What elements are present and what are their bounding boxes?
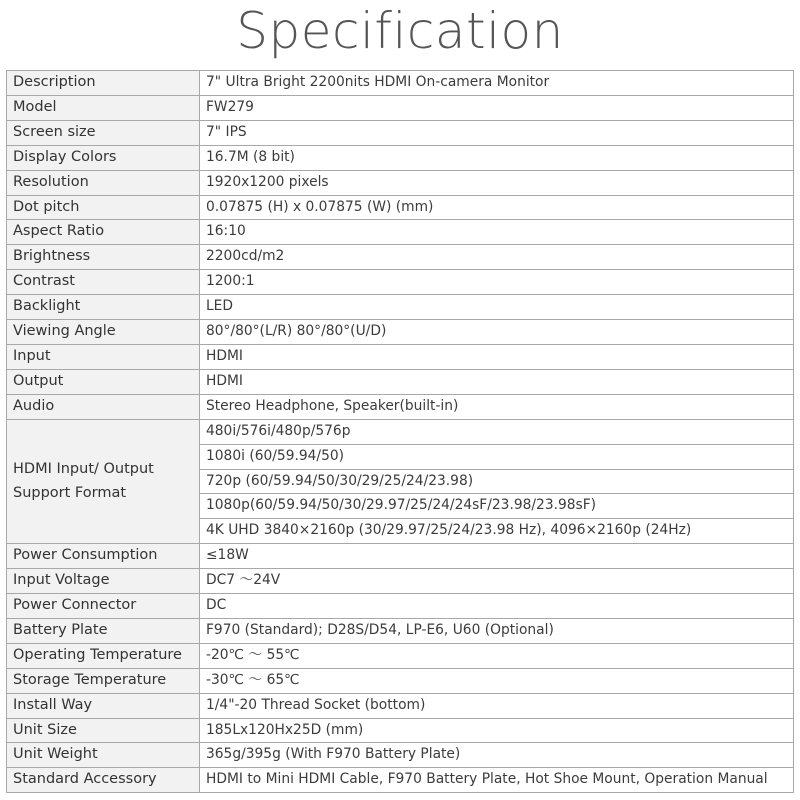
spec-row-operating-temperature	[7, 643, 794, 668]
spec-value: HDMI to Mini HDMI Cable, F970 Battery Plate, Hot Shoe Mount, Operation Manual	[200, 768, 794, 793]
spec-value: -30℃ ～ 65℃	[200, 668, 794, 693]
spec-label: Standard Accessory	[7, 768, 200, 793]
spec-label-line: Support Format	[13, 485, 127, 502]
spec-label: Power Consumption	[7, 544, 200, 569]
spec-row-unit-size	[7, 718, 794, 743]
spec-value: 1080p(60/59.94/50/30/29.97/25/24/24sF/23.98/23.98sF)	[200, 494, 794, 519]
spec-label: Display Colors	[7, 145, 200, 170]
spec-row-aspect-ratio	[7, 220, 794, 245]
spec-row-model	[7, 95, 794, 120]
spec-label: Input Voltage	[7, 569, 200, 594]
spec-label: Resolution	[7, 170, 200, 195]
spec-label: Install Way	[7, 693, 200, 718]
spec-row-contrast	[7, 270, 794, 295]
spec-row-display-colors	[7, 145, 794, 170]
spec-row-storage-temperature	[7, 668, 794, 693]
spec-value: -20℃ ～ 55℃	[200, 643, 794, 668]
spec-row-power-consumption	[7, 544, 794, 569]
spec-label: Brightness	[7, 245, 200, 270]
spec-row-standard-accessory	[7, 768, 794, 793]
spec-row-audio	[7, 394, 794, 419]
spec-value: LED	[200, 295, 794, 320]
spec-label: Dot pitch	[7, 195, 200, 220]
spec-row-unit-weight	[7, 743, 794, 768]
spec-value: 16.7M (8 bit)	[200, 145, 794, 170]
spec-value: HDMI	[200, 369, 794, 394]
spec-label: Screen size	[7, 120, 200, 145]
spec-row-output	[7, 369, 794, 394]
spec-value: 1080i (60/59.94/50)	[200, 444, 794, 469]
spec-value: 1/4"-20 Thread Socket (bottom)	[200, 693, 794, 718]
spec-label: Input	[7, 344, 200, 369]
spec-table-body	[7, 71, 794, 793]
spec-row-description	[7, 71, 794, 96]
spec-value: 80°/80°(L/R) 80°/80°(U/D)	[200, 320, 794, 345]
spec-value: Stereo Headphone, Speaker(built-in)	[200, 394, 794, 419]
spec-value: ≤18W	[200, 544, 794, 569]
spec-row-input-voltage	[7, 569, 794, 594]
spec-value: F970 (Standard); D28S/D54, LP-E6, U60 (Optional)	[200, 618, 794, 643]
spec-value: 4K UHD 3840×2160p (30/29.97/25/24/23.98 Hz), 4096×2160p (24Hz)	[200, 519, 794, 544]
spec-value: 1200:1	[200, 270, 794, 295]
spec-value: 365g/395g (With F970 Battery Plate)	[200, 743, 794, 768]
spec-value: 2200cd/m2	[200, 245, 794, 270]
spec-row-dot-pitch	[7, 195, 794, 220]
spec-label: Viewing Angle	[7, 320, 200, 345]
spec-label: Storage Temperature	[7, 668, 200, 693]
spec-label: Output	[7, 369, 200, 394]
spec-value: 480i/576i/480p/576p	[200, 419, 794, 444]
spec-value: 16:10	[200, 220, 794, 245]
spec-row-install-way	[7, 693, 794, 718]
spec-row-viewing-angle	[7, 320, 794, 345]
spec-value: 0.07875 (H) x 0.07875 (W) (mm)	[200, 195, 794, 220]
spec-value: HDMI	[200, 344, 794, 369]
spec-value: FW279	[200, 95, 794, 120]
spec-value: DC	[200, 594, 794, 619]
spec-label: Unit Weight	[7, 743, 200, 768]
spec-label: Power Connector	[7, 594, 200, 619]
spec-label: Unit Size	[7, 718, 200, 743]
spec-row-resolution	[7, 170, 794, 195]
spec-label-hdmi-format	[7, 419, 200, 544]
spec-value: 7" IPS	[200, 120, 794, 145]
spec-row-battery-plate	[7, 618, 794, 643]
spec-label: Audio	[7, 394, 200, 419]
spec-label: Backlight	[7, 295, 200, 320]
spec-row-brightness	[7, 245, 794, 270]
spec-label: Operating Temperature	[7, 643, 200, 668]
spec-label: Aspect Ratio	[7, 220, 200, 245]
spec-row-power-connector	[7, 594, 794, 619]
spec-row-input	[7, 344, 794, 369]
spec-value: 7" Ultra Bright 2200nits HDMI On-camera Monitor	[200, 71, 794, 96]
spec-label: Battery Plate	[7, 618, 200, 643]
spec-label: Model	[7, 95, 200, 120]
page-title: Specification	[236, 2, 564, 60]
spec-value: 1920x1200 pixels	[200, 170, 794, 195]
spec-row-hdmi-format	[7, 419, 794, 444]
spec-table	[6, 70, 794, 793]
spec-value: 185Lx120Hx25D (mm)	[200, 718, 794, 743]
spec-row-screen-size	[7, 120, 794, 145]
spec-value: DC7 ～24V	[200, 569, 794, 594]
spec-label: Contrast	[7, 270, 200, 295]
spec-label: Description	[7, 71, 200, 96]
spec-row-backlight	[7, 295, 794, 320]
spec-value: 720p (60/59.94/50/30/29/25/24/23.98)	[200, 469, 794, 494]
spec-label-line: HDMI Input/ Output	[13, 461, 154, 478]
